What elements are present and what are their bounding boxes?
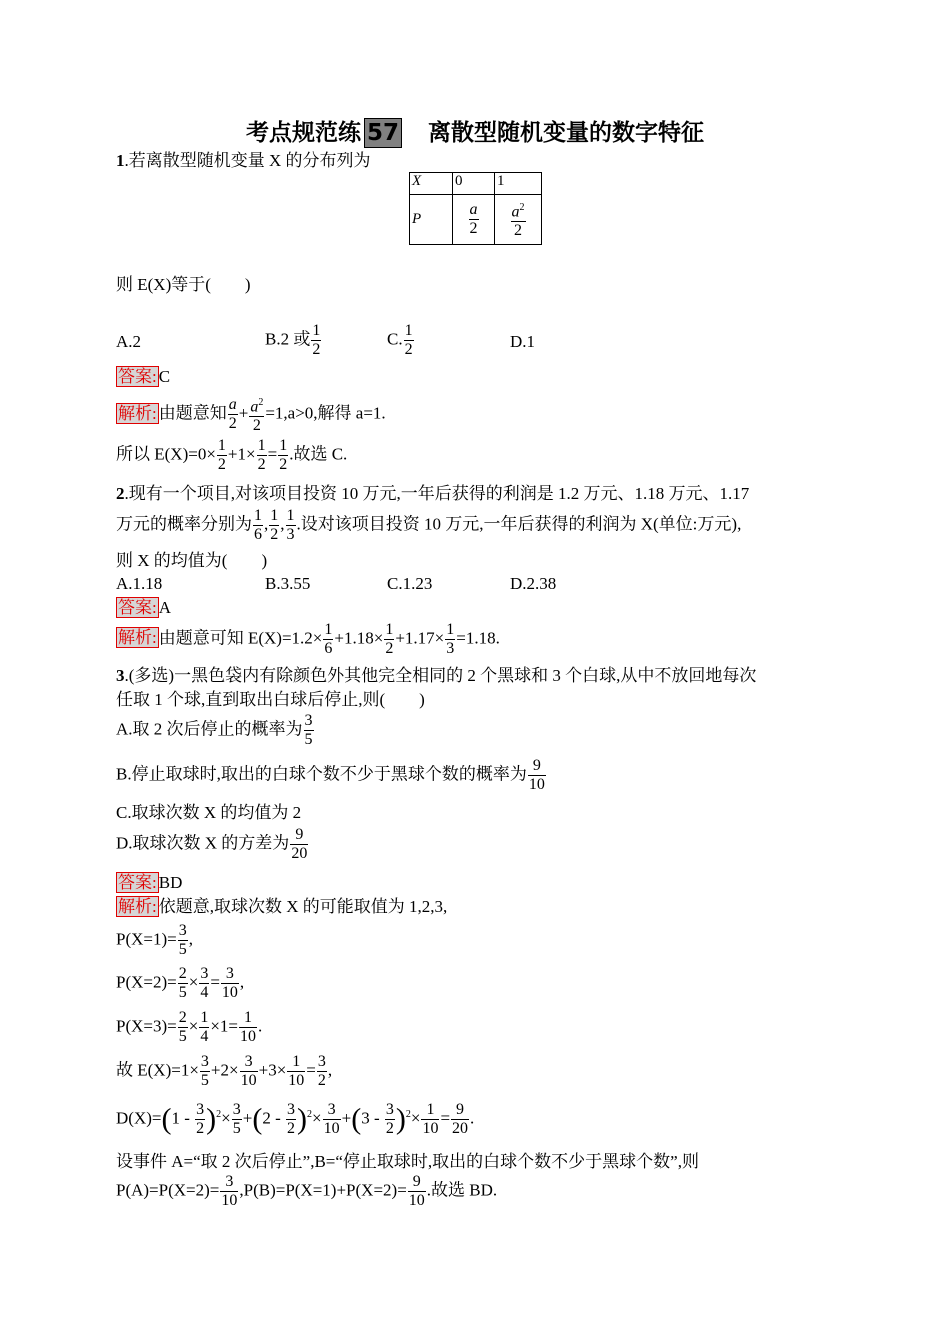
q1-answer: 答案: C	[118, 367, 171, 386]
q2-option-c: C.1.23	[387, 574, 433, 593]
q3-variance: D(X)=(1 - $\frac{3}{2}$ )$^2$× $\frac{3}{5}$ +(2 - $\frac{3}{2}$ )$^2$× $\frac{3}{10}$ +(3 - $\frac{3}{2}$ )$^2$× $\frac{1}{10}$ = $\frac{9}{20}$ .	[116, 1101, 475, 1137]
q3-analysis-1: 解析: 依题意,取球次数 X 的可能取值为 1,2,3,	[118, 897, 448, 916]
q1-option-a: A.2	[116, 332, 142, 351]
q3-p1: P(X=1)= $\frac{3}{5}$ ,	[116, 922, 193, 958]
q3-option-a: A.取 2 次后停止的概率为 $\frac{3}{5}$	[116, 712, 313, 748]
q1-stem: 1.若离散型随机变量 X 的分布列为	[116, 151, 371, 170]
q2-line-3: 则 X 的均值为( )	[116, 551, 268, 570]
q1-analysis-1: 解析: 由题意知 $\frac{a}{2}$ + $\frac{a^2}{2}$ =1,a>0,解得 a=1.	[118, 396, 386, 435]
q3-expectation: 故 E(X)=1× $\frac{3}{5}$ +2× $\frac{3}{10}$ +3× $\frac{1}{10}$ = $\frac{3}{2}$ ,	[116, 1053, 333, 1089]
page-title: 考点规范练 57 离散型随机变量的数字特征	[245, 120, 704, 146]
q3-final: P(A)=P(X=2)= $\frac{3}{10}$ ,P(B)=P(X=1)+P(X=2)= $\frac{9}{10}$ .故选 BD.	[116, 1173, 498, 1209]
q3-answer: 答案: BD	[118, 873, 183, 892]
answer-tag: 答案:	[118, 367, 157, 386]
q2-line-1: 2.现有一个项目,对该项目投资 10 万元,一年后获得的利润是 1.2 万元、1.18 万元、1.17	[116, 484, 750, 503]
q2-option-a: A.1.18	[116, 574, 163, 593]
q1-analysis-2: 所以 E(X)=0× $\frac{1}{2}$ +1× $\frac{1}{2}$ = $\frac{1}{2}$ .故选 C.	[116, 437, 348, 473]
q1-ask: 则 E(X)等于( )	[116, 275, 251, 294]
q3-events: 设事件 A=“取 2 次后停止”,B=“停止取球时,取出的白球个数不少于黑球个数”,则	[116, 1152, 699, 1171]
q1-option-d: D.1	[510, 332, 536, 351]
q2-option-d: D.2.38	[510, 574, 557, 593]
q2-line-2: 万元的概率分别为 $\frac{1}{6}$ , $\frac{1}{2}$ , $\frac{1}{3}$ .设对该项目投资 10 万元,一年后获得的利润为 X(单位:万元),	[116, 507, 742, 543]
q3-option-d: D.取球次数 X 的方差为 $\frac{9}{20}$	[116, 826, 308, 862]
q3-p3: P(X=3)= $\frac{2}{5}$ × $\frac{1}{4}$ ×1= $\frac{1}{10}$ .	[116, 1009, 263, 1045]
analysis-tag: 解析:	[118, 403, 157, 423]
q3-line-2: 任取 1 个球,直到取出白球后停止,则( )	[116, 690, 425, 709]
q1-option-b: B.2 或 $\frac{1}{2}$	[265, 322, 321, 358]
q3-option-b: B.停止取球时,取出的白球个数不少于黑球个数的概率为 $\frac{9}{10}$	[116, 757, 545, 793]
q2-option-b: B.3.55	[265, 574, 311, 593]
q2-analysis: 解析: 由题意可知 E(X)=1.2× $\frac{1}{6}$ +1.18× $\frac{1}{2}$ +1.17× $\frac{1}{3}$ =1.18.	[118, 621, 500, 657]
q3-line-1: 3.(多选)一黑色袋内有除颜色外其他完全相同的 2 个黑球和 3 个白球,从中不放回地每次	[116, 666, 757, 685]
q3-p2: P(X=2)= $\frac{2}{5}$ × $\frac{3}{4}$ = $\frac{3}{10}$ ,	[116, 965, 245, 1001]
q2-answer: 答案: A	[118, 598, 172, 617]
exercise-number: 57	[364, 118, 402, 148]
distribution-table: X 0 1 P $\frac{a}{2}$ $\frac{a^2}{2}$	[409, 172, 542, 245]
q1-option-c: C. $\frac{1}{2}$	[387, 322, 413, 358]
q3-option-c: C.取球次数 X 的均值为 2	[116, 803, 302, 822]
